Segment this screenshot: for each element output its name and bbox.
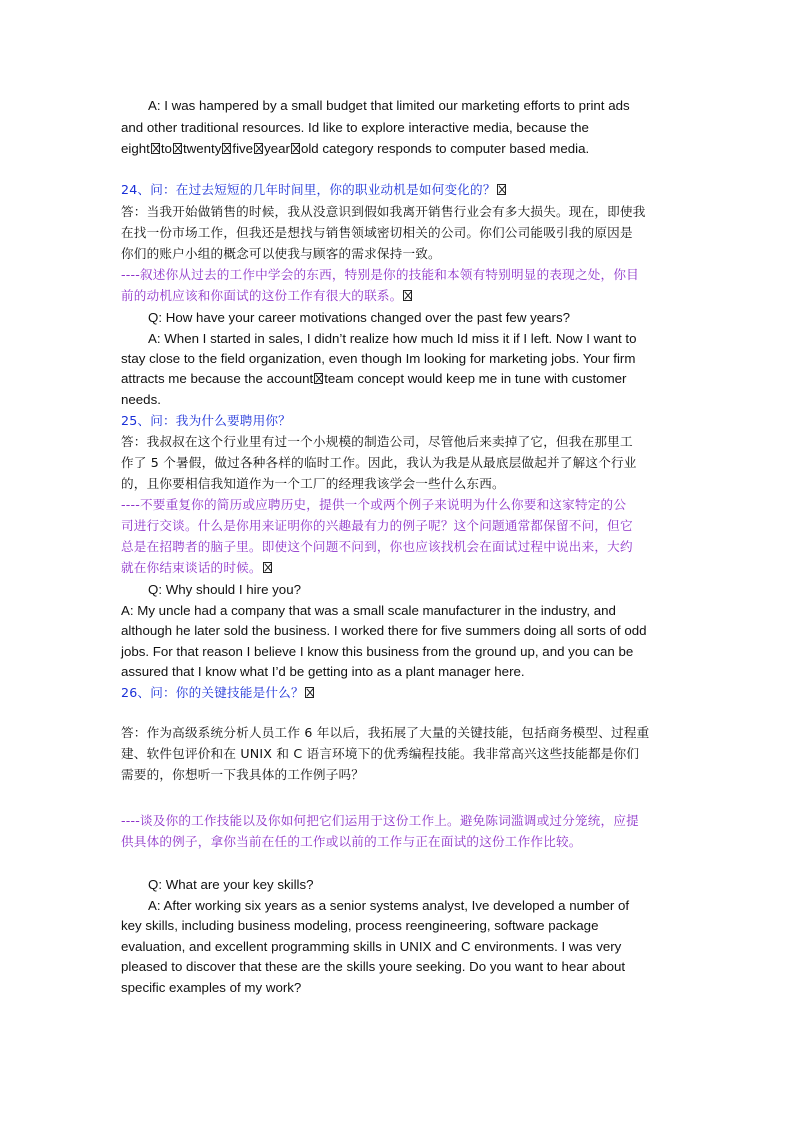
english-answer-line: evaluation, and excellent programming skills in UNIX and C environments. I was very	[121, 939, 622, 954]
missing-glyph-box-icon	[254, 143, 263, 154]
missing-glyph-box-icon	[497, 184, 506, 195]
tip-line: ----叙述你从过去的工作中学会的东西，特别是你的技能和本领有特别明显的表现之处，你目	[121, 267, 639, 282]
english-question: Q: What are your key skills?	[148, 877, 314, 892]
missing-glyph-box-icon	[291, 143, 300, 154]
answer-line: 需要的，你想听一下我具体的工作例子吗？	[121, 767, 365, 782]
english-answer-line: key skills, including business modeling, process reengineering, software package	[121, 918, 599, 933]
answer-line: and other traditional resources. Id like to explore interactive media, because the	[121, 120, 589, 135]
english-answer-line: A: After working six years as a senior systems analyst, Ive developed a number of	[148, 898, 630, 913]
missing-glyph-box-icon	[222, 143, 231, 154]
answer-line: eight to twenty five year old category responds to computer based media.	[121, 141, 590, 156]
english-answer-line: stay close to the field organization, even though Im looking for marketing jobs. Your firm	[121, 351, 636, 366]
english-answer-line: pleased to discover that these are the skills youre seeking. Do you want to hear about	[121, 959, 626, 974]
missing-glyph-box-icon	[314, 373, 323, 384]
tip-line: ----不要重复你的简历或应聘历史，提供一个或两个例子来说明为什么你要和这家特定的公	[121, 497, 627, 512]
question-24-heading: 24、问：在过去短短的几年时间里，你的职业动机是如何变化的？	[121, 180, 507, 200]
english-answer-line: although he later sold the business. I worked there for five summers doing all sorts of odd	[121, 623, 647, 638]
english-answer-line: A: My uncle had a company that was a small scale manufacturer in the industry, and	[121, 603, 616, 618]
english-answer-line: assured that I know what I’d be getting into as a plant manager here.	[121, 664, 525, 679]
missing-glyph-box-icon	[173, 143, 182, 154]
english-answer-line: specific examples of my work?	[121, 980, 302, 995]
answer-line: 答：当我开始做销售的时候，我从没意识到假如我离开销售行业会有多大损失。现在，即使我	[121, 204, 646, 219]
english-answer-line: jobs. For that reason I believe I know this business from the ground up, and you can be	[121, 644, 634, 659]
answer-line: 在找一份市场工作，但我还是想找与销售领域密切相关的公司。你们公司能吸引我的原因是	[121, 225, 633, 240]
tip-line: 前的动机应该和你面试的这份工作有很大的联系。	[121, 286, 413, 306]
answer-line: 作了 5 个暑假，做过各种各样的临时工作。因此，我认为我是从最底层做起并了解这个行业	[121, 455, 637, 470]
tip-line: 总是在招聘者的脑子里。即使这个问题不问到，你也应该找机会在面试过程中说出来，大约	[121, 539, 633, 554]
answer-line: 建、软件包评价和在 UNIX 和 C 语言环境下的优秀编程技能。我非常高兴这些技能都是你们	[121, 746, 640, 761]
missing-glyph-box-icon	[151, 143, 160, 154]
tip-line: 就在你结束谈话的时候。	[121, 558, 273, 578]
english-answer-line: attracts me because the account team concept would keep me in tune with customer	[121, 371, 627, 386]
answer-line: 答：作为高级系统分析人员工作 6 年以后，我拓展了大量的关键技能，包括商务模型、过程重	[121, 725, 650, 740]
question-25-heading: 25、问：我为什么要聘用你？	[121, 413, 291, 428]
english-question: Q: How have your career motivations changed over the past few years?	[148, 310, 571, 325]
english-answer-line: needs.	[121, 392, 161, 407]
tip-line: ----谈及你的工作技能以及你如何把它们运用于这份工作上。避免陈词滥调或过分笼统，应提	[121, 813, 639, 828]
answer-line: 答：我叔叔在这个行业里有过一个小规模的制造公司，尽管他后来卖掉了它，但我在那里工	[121, 434, 633, 449]
missing-glyph-box-icon	[403, 290, 412, 301]
missing-glyph-box-icon	[263, 562, 272, 573]
question-26-heading: 26、问：你的关键技能是什么？	[121, 683, 315, 703]
tip-line: 供具体的例子，拿你当前在任的工作或以前的工作与正在面试的这份工作作比较。	[121, 834, 582, 849]
answer-line: 的，且你要相信我知道作为一个工厂的经理我该学会一些什么东西。	[121, 476, 505, 491]
english-question: Q: Why should I hire you?	[148, 582, 301, 597]
answer-line: 你们的账户小组的概念可以使我与顾客的需求保持一致。	[121, 246, 441, 261]
tip-line: 司进行交谈。什么是你用来证明你的兴趣最有力的例子呢？这个问题通常都保留不问，但它	[121, 518, 633, 533]
answer-line: A: I was hampered by a small budget that limited our marketing efforts to print ads	[148, 98, 630, 113]
missing-glyph-box-icon	[305, 687, 314, 698]
english-answer-line: A: When I started in sales, I didn’t realize how much Id miss it if I left. Now I want to	[148, 331, 637, 346]
